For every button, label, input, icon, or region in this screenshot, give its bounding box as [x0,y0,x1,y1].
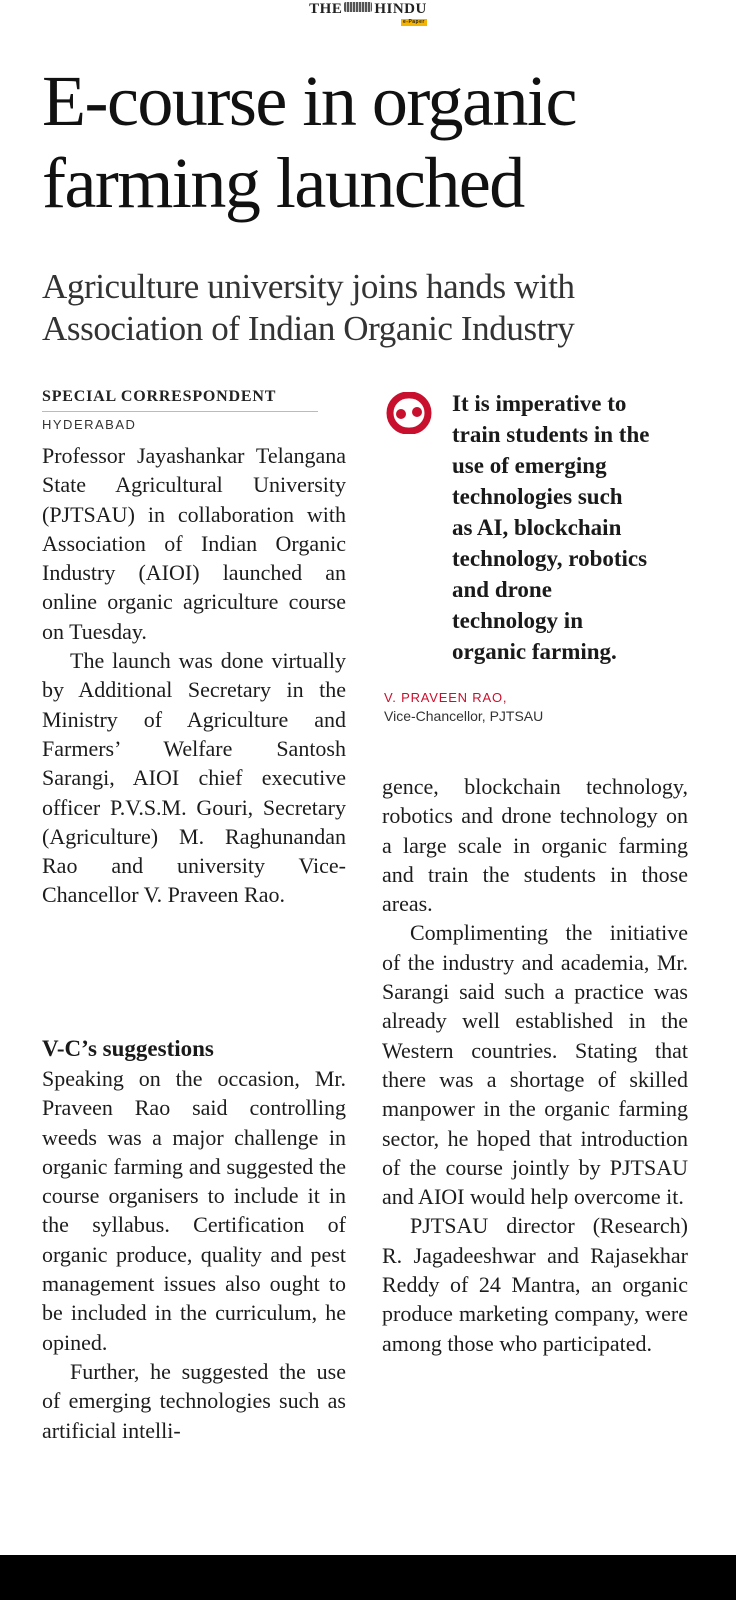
byline-divider [42,411,318,412]
paragraph-4: Further, he suggested the use of emerging technologies such as artificial intelli- [42,1358,346,1443]
pull-quote-line: use of emerging [452,453,607,478]
dateline: HYDERABAD [42,417,137,432]
masthead [0,0,736,24]
logo-text-left: THE [309,1,343,17]
pull-quote-line: organic farming. [452,639,617,664]
crest-icon [344,2,372,12]
newspaper-logo [309,1,427,25]
pull-quote-line: technology in [452,608,583,633]
headline-line-2: farming launched [42,143,524,223]
pull-quote-line: train students in the [452,422,650,447]
pull-quote [452,388,702,667]
paragraph-2: The launch was done virtually by Additional Secretary in the Ministry of Agriculture and Farmers’ Welfare Santosh Sarangi, AIOI chief executive officer P.V.S.M. Gouri, Secretary (Agriculture) M. Raghunandan Rao and university Vice-Chancellor V. Praveen Rao. [42,648,346,908]
quote-attribution-name: V. PRAVEEN RAO, [384,690,508,705]
headline [42,60,722,224]
paragraph-1: Professor Jayashankar Telangana State Agricultural University (PJTSAU) in collaboration with Association of Indian Organic Industry (AIOI) launched an online organic agriculture course on Tuesday. [42,443,346,644]
body-column-right [382,772,688,1358]
pull-quote-line: It is imperative to [452,391,627,416]
body-column-left-top [42,441,346,910]
quote-mark-icon [384,392,434,434]
deck-line-2: Association of Indian Organic Industry [42,309,575,348]
deck-line-1: Agriculture university joins hands with [42,267,575,306]
bottom-band [0,1555,736,1600]
byline: SPECIAL CORRESPONDENT [42,388,277,405]
deck [42,266,732,350]
pull-quote-line: technology, robotics [452,546,648,571]
body-column-left-bottom [42,1064,346,1445]
quote-attribution-role: Vice-Chancellor, PJTSAU [384,708,544,724]
logo-text-right: HINDU [374,1,427,17]
headline-line-1: E-course in organic [42,61,576,141]
pull-quote-line: technologies such [452,484,623,509]
paragraph-3: Speaking on the occasion, Mr. Praveen Rao said controlling weeds was a major challenge in organic farming and suggested the course organisers to include it in the syllabus. Certification of organic produce, quality and pest management issues also ought to be included in the curriculum, he opined. [42,1066,346,1355]
pull-quote-line: and drone [452,577,552,602]
subhead: V-C’s suggestions [42,1036,214,1061]
paragraph-6: PJTSAU director (Research) R. Jagadeeshwar and Rajasekhar Reddy of 24 Mantra, an organic produce marketing company, were among those who participated. [382,1213,688,1356]
paragraph-4-continued: gence, blockchain technology, robotics and drone technology on a large scale in organic farming and train the students in those areas. [382,774,688,917]
paragraph-5: Complimenting the initiative of the industry and academia, Mr. Sarangi said such a practice was already well established in the Western countries. Stating that there was a shortage of skilled manpower in the organic farming sector, he hoped that introduction of the course jointly by PJTSAU and AIOI would help overcome it. [382,920,688,1210]
pull-quote-line: as AI, blockchain [452,515,622,540]
epaper-badge: e-Paper [403,19,425,25]
